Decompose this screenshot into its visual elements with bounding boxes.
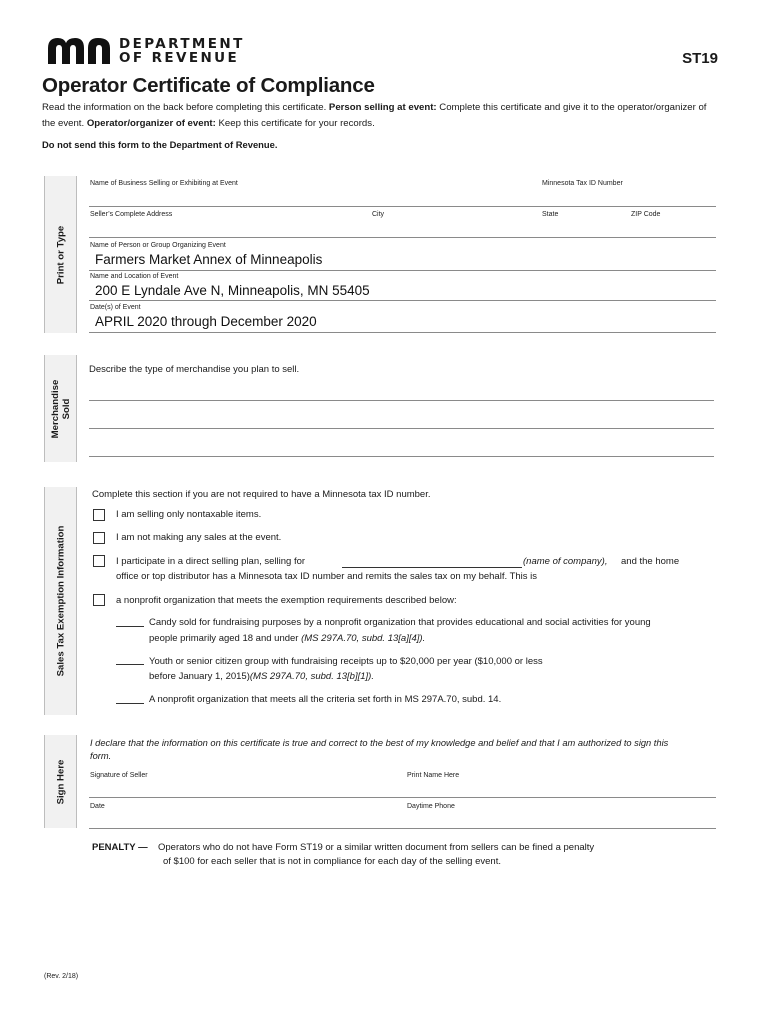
sub-youth-line-1: Youth or senior citizen group with fundraising receipts up to $20,000 per year ($10,000 or less [149,656,543,667]
sub-nonprofit-line: A nonprofit organization that meets all the criteria set forth in MS 297A.70, subd. 14. [149,694,502,705]
company-name-hint: (name of company), [523,556,608,567]
organizer-label: Name of Person or Group Organizing Event [90,242,226,249]
option-no-sales-label: I am not making any sales at the event. [116,532,282,543]
mn-logo-icon [48,38,110,64]
tax-id-label: Minnesota Tax ID Number [542,180,623,187]
print-name-label: Print Name Here [407,772,460,779]
checkbox-nontaxable[interactable] [93,509,105,521]
date-label: Date [90,803,105,810]
address-field[interactable] [89,237,716,238]
option-direct-selling-label: I participate in a direct selling plan, selling for [116,556,306,567]
merchandise-line-2[interactable] [89,428,714,429]
sidebar-print-or-type [44,176,77,333]
logo-text: DEPARTMENT OF REVENUE [119,36,245,66]
sub-candy-line-2: people primarily aged 18 and under (MS 297A.70, subd. 13[a][4]). [149,633,426,644]
page-title: Operator Certificate of Compliance [42,74,375,97]
exemption-intro: Complete this section if you are not required to have a Minnesota tax ID number. [92,489,431,500]
revision-note: (Rev. 2/18) [44,973,79,980]
dates-label: Date(s) of Event [90,304,141,311]
city-label: City [372,211,385,218]
option-direct-selling-label-3: office or top distributor has a Minnesota tax ID number and remits the sales tax on my behalf. This is [116,571,538,582]
checkbox-direct-selling[interactable] [93,555,105,567]
penalty-text-2: of $100 for each seller that is not in compliance for each day of the selling event. [163,856,501,867]
form-number: ST19 [682,50,718,67]
sidebar-sign-here [44,735,77,828]
dates-field-line [89,332,716,333]
declaration-text: I declare that the information on this certificate is true and correct to the best of my knowledge and belief and that I am authorized to sign this form. [90,738,669,761]
dates-value[interactable]: APRIL 2020 through December 2020 [95,314,317,329]
signature-field[interactable] [89,797,716,798]
signature-label: Signature of Seller [90,772,148,779]
checkbox-no-sales[interactable] [93,532,105,544]
address-label: Seller’s Complete Address [90,211,173,218]
option-direct-selling-label-2: and the home [621,556,680,567]
merchandise-line-1[interactable] [89,400,714,401]
option-nonprofit-label: a nonprofit organization that meets the exemption requirements described below: [116,595,457,606]
location-field-line [89,300,716,301]
penalty-text-1: Operators who do not have Form ST19 or a similar written document from sellers can be fined a penalty [158,842,595,853]
phone-label: Daytime Phone [407,803,455,810]
sidebar-label: Merchandise Sold [49,379,72,438]
nonprofit-blank[interactable] [116,703,144,704]
youth-blank[interactable] [116,664,144,665]
organizer-value[interactable]: Farmers Market Annex of Minneapolis [95,252,323,267]
location-label: Name and Location of Event [90,273,179,280]
penalty-label: PENALTY — [92,842,148,853]
state-label: State [542,211,559,218]
sidebar-label: Sign Here [55,759,66,804]
sidebar-label: Sales Tax Exemption Information [55,525,66,677]
do-not-send-note: Do not send this form to the Department of Revenue. [42,139,278,150]
date-phone-field[interactable] [89,828,716,829]
merchandise-prompt: Describe the type of merchandise you plan to sell. [89,364,300,375]
sub-youth-line-2: before January 1, 2015)(MS 297A.70, subd. 13[b][1]). [149,671,374,682]
intro-text: Read the information on the back before completing this certificate. Person selling at event: Complete this certificate and give it to the operator/organizer of the event. Operator/organizer of event: Keep this certificate for your records. [42,102,707,129]
sidebar-sales-tax-exemption [44,487,77,715]
business-name-field[interactable] [89,206,716,207]
candy-blank[interactable] [116,626,144,627]
sidebar-merchandise-sold [44,355,77,462]
business-name-label: Name of Business Selling or Exhibiting at Event [90,180,238,187]
zip-label: ZIP Code [631,211,661,218]
company-name-field[interactable] [342,567,522,568]
merchandise-line-3[interactable] [89,456,714,457]
location-value[interactable]: 200 E Lyndale Ave N, Minneapolis, MN 55405 [95,283,370,298]
organizer-field-line [89,270,716,271]
checkbox-nonprofit[interactable] [93,594,105,606]
option-nontaxable-label: I am selling only nontaxable items. [116,509,262,520]
sidebar-label: Print or Type [55,225,66,284]
sub-candy-line-1: Candy sold for fundraising purposes by a nonprofit organization that provides educational and social activities for young [149,617,651,628]
